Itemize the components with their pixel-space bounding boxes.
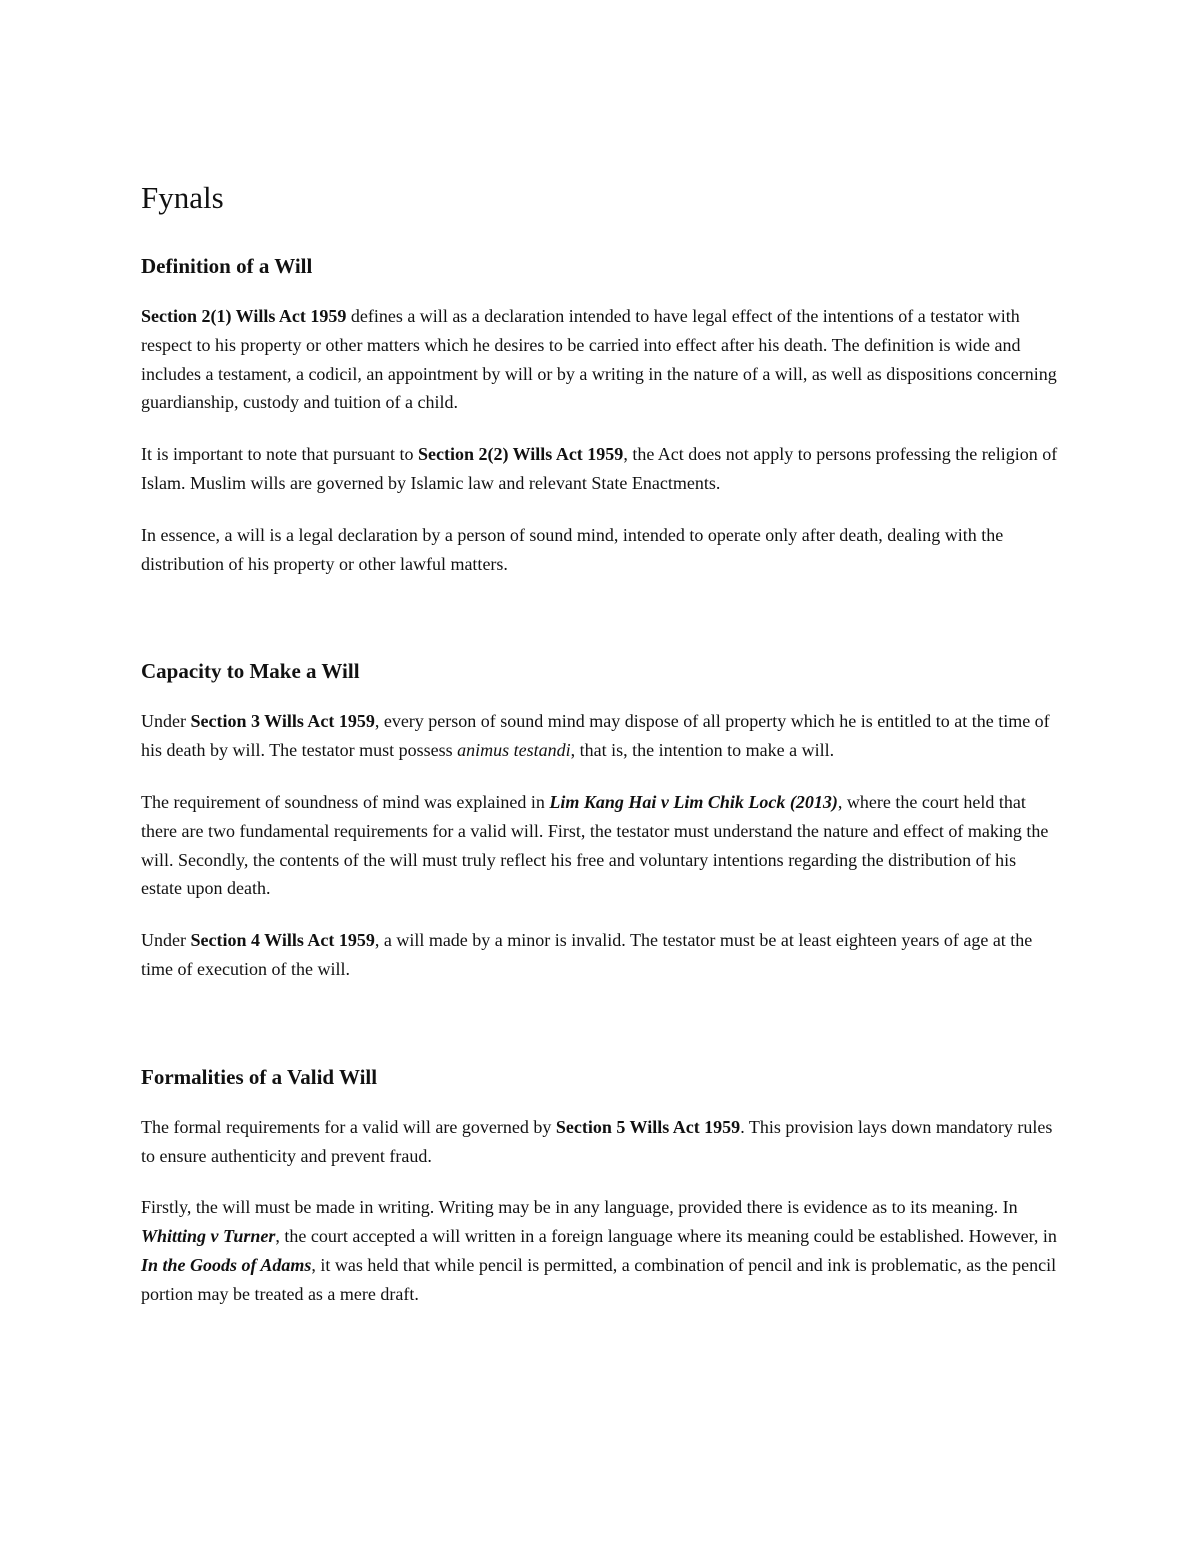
text-run: , that is, the intention to make a will.	[570, 740, 835, 761]
case-citation: Lim Kang Hai v Lim Chik Lock (2013)	[549, 791, 838, 812]
text-run: , the court accepted a will written in a foreign language where its meaning could be established. However, in	[275, 1226, 1057, 1247]
text-run: In essence, a will is a legal declaration by a person of sound mind, intended to operate only after death, dealing with the distribution of his property or other lawful matters.	[141, 524, 1004, 574]
paragraph	[141, 1193, 1061, 1308]
paragraph	[141, 1113, 1061, 1171]
text-run: defines a will as a declaration intended to have legal effect of the intentions of a testator with respect to his property or other matters which he desires to be carried into effect after his death. The definition is wide and includes a testament, a codicil, an appointment by will or by a writing in the nature of a will, as well as dispositions concerning guardianship, custody and tuition of a child.	[141, 306, 1057, 413]
paragraph	[141, 440, 1061, 498]
section-heading: Definition of a Will	[141, 254, 313, 278]
text-run: , a will made by a minor is invalid. The testator must be at least eighteen years of age at the time of execution of the will.	[141, 930, 1033, 979]
text-run: . This provision lays down mandatory rules to ensure authenticity and prevent fraud.	[141, 1116, 1053, 1166]
section-1	[141, 252, 1061, 578]
text-run: , it was held that while pencil is permitted, a combination of pencil and ink is problematic, as the pencil portion may be treated as a mere draft.	[141, 1254, 1057, 1304]
section-2	[141, 657, 1061, 983]
statute-reference: Section 2(1) Wills Act 1959	[141, 306, 347, 326]
section-spacer	[141, 601, 1061, 657]
case-citation: Whitting v Turner	[141, 1226, 276, 1247]
statute-reference: Section 4 Wills Act 1959	[190, 930, 375, 951]
section-3	[141, 1063, 1061, 1309]
paragraph	[141, 788, 1061, 903]
document-title: Fynals	[141, 180, 224, 215]
statute-reference: Section 5 Wills Act 1959	[555, 1116, 741, 1137]
paragraph	[141, 707, 1061, 765]
text-run: , every person of sound mind may dispose of all property which he is entitled to at the time of his death by will. The testator must possess	[141, 711, 1050, 761]
paragraph	[141, 521, 1061, 579]
text-run: , the Act does not apply to persons professing the religion of Islam. Muslim wills are governed by Islamic law and relevant State Enactments.	[141, 444, 1058, 493]
statute-reference: Section 3 Wills Act 1959	[190, 711, 375, 732]
text-run: The formal requirements for a valid will are governed by	[141, 1116, 556, 1137]
text-run: Under	[141, 711, 191, 732]
text-run: Under	[141, 930, 191, 951]
document-body	[141, 252, 1061, 1309]
text-run: The requirement of soundness of mind was explained in	[141, 791, 550, 812]
document-page	[141, 178, 1061, 1332]
paragraph	[141, 926, 1061, 984]
text-run: Firstly, the will must be made in writing. Writing may be in any language, provided there is evidence as to its meaning. In	[141, 1197, 1018, 1218]
section-spacer	[141, 1007, 1061, 1063]
text-run: , where the court held that there are two fundamental requirements for a valid will. First, the testator must understand the nature and effect of making the will. Secondly, the contents of the will must truly reflect his free and voluntary intentions regarding the distribution of his estate upon death.	[141, 791, 1049, 899]
section-heading: Capacity to Make a Will	[141, 659, 360, 684]
section-heading: Formalities of a Valid Will	[141, 1064, 378, 1089]
case-citation: In the Goods of Adams	[141, 1254, 312, 1275]
text-run: It is important to note that pursuant to	[141, 444, 418, 465]
statute-reference: Section 2(2) Wills Act 1959	[417, 444, 624, 465]
paragraph	[141, 302, 1061, 417]
emphasis-text: animus testandi	[457, 740, 571, 761]
